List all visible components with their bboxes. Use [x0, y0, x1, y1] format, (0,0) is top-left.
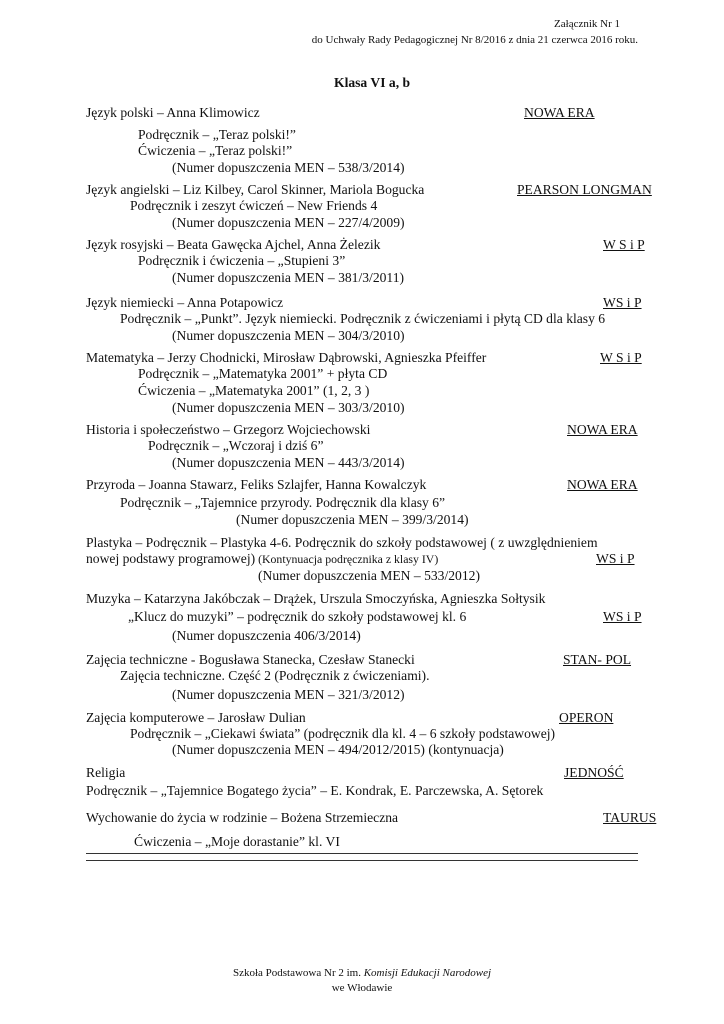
muzyka-podrecznik: „Klucz do muzyki” – podręcznik do szkoły podstawowej kl. 6 — [128, 609, 467, 624]
historia-podrecznik: Podręcznik – „Wczoraj i dziś 6” — [148, 438, 324, 453]
techniczne-numer: (Numer dopuszczenia MEN – 321/3/2012) — [172, 687, 405, 702]
publisher-polski: NOWA ERA — [524, 105, 595, 120]
plastyka-kontynuacja: (Kontynuacja podręcznika z klasy IV) — [255, 552, 439, 566]
subject-komputerowe: Zajęcia komputerowe – Jarosław Dulian — [86, 710, 306, 725]
wychowanie-cwiczenia: Ćwiczenia – „Moje dorastanie” kl. VI — [134, 834, 340, 849]
subject-plastyka: Plastyka – Podręcznik – Plastyka 4-6. Podręcznik do szkoły podstawowej ( z uwzględnieniem — [86, 535, 598, 550]
polski-podrecznik: Podręcznik – „Teraz polski!” — [138, 127, 296, 142]
historia-numer: (Numer dopuszczenia MEN – 443/3/2014) — [172, 455, 405, 470]
przyroda-numer: (Numer dopuszczenia MEN – 399/3/2014) — [236, 512, 469, 527]
publisher-przyroda: NOWA ERA — [567, 477, 638, 492]
matematyka-podrecznik: Podręcznik – „Matematyka 2001” + płyta CD — [138, 366, 388, 381]
publisher-niemiecki: WS i P — [603, 295, 642, 310]
publisher-techniczne: STAN- POL — [563, 652, 632, 667]
przyroda-podrecznik: Podręcznik – „Tajemnice przyrody. Podręcznik dla klasy 6” — [120, 495, 446, 510]
niemiecki-podrecznik: Podręcznik – „Punkt”. Język niemiecki. Podręcznik z ćwiczeniami i płytą CD dla klasy 6 — [120, 311, 606, 326]
publisher-religia: JEDNOŚĆ — [564, 765, 624, 780]
page-title: Klasa VI a, b — [334, 75, 411, 90]
komputerowe-numer: (Numer dopuszczenia MEN – 494/2012/2015) (kontynuacja) — [172, 742, 504, 757]
publisher-angielski: PEARSON LONGMAN — [517, 182, 652, 197]
muzyka-numer: (Numer dopuszczenia 406/3/2014) — [172, 628, 361, 643]
publisher-wychowanie: TAURUS — [603, 810, 657, 825]
subject-historia: Historia i społeczeństwo – Grzegorz Wojciechowski — [86, 422, 371, 437]
matematyka-cwiczenia: Ćwiczenia – „Matematyka 2001” (1, 2, 3 ) — [138, 383, 370, 398]
plastyka-line2 — [86, 550, 438, 568]
subject-rosyjski: Język rosyjski – Beata Gawęcka Ajchel, Anna Żelezik — [86, 237, 381, 252]
polski-cwiczenia: Ćwiczenia – „Teraz polski!” — [138, 143, 293, 158]
publisher-historia: NOWA ERA — [567, 422, 638, 437]
publisher-matematyka: W S i P — [600, 350, 642, 365]
publisher-muzyka: WS i P — [603, 609, 642, 624]
footer-city: we Włodawie — [331, 982, 393, 994]
subject-przyroda: Przyroda – Joanna Stawarz, Feliks Szlajfer, Hanna Kowalczyk — [86, 477, 427, 492]
plastyka-numer: (Numer dopuszczenia MEN – 533/2012) — [258, 568, 480, 583]
rosyjski-podrecznik: Podręcznik i ćwiczenia – „Stupieni 3” — [138, 253, 346, 268]
subject-polski: Język polski – Anna Klimowicz — [86, 105, 260, 120]
resolution-reference: do Uchwały Rady Pedagogicznej Nr 8/2016 z dnia 21 czerwca 2016 roku. — [311, 34, 638, 46]
subject-muzyka: Muzyka – Katarzyna Jakóbczak – Drążek, Urszula Smoczyńska, Agnieszka Sołtysik — [86, 591, 546, 606]
angielski-numer: (Numer dopuszczenia MEN – 227/4/2009) — [172, 215, 405, 230]
footer-school — [0, 966, 724, 980]
subject-matematyka: Matematyka – Jerzy Chodnicki, Mirosław Dąbrowski, Agnieszka Pfeiffer — [86, 350, 487, 365]
attachment-number: Załącznik Nr 1 — [554, 18, 620, 30]
subject-angielski: Język angielski – Liz Kilbey, Carol Skinner, Mariola Bogucka — [86, 182, 425, 197]
subject-niemiecki: Język niemiecki – Anna Potapowicz — [86, 295, 284, 310]
publisher-plastyka: WS i P — [596, 551, 635, 566]
publisher-komputerowe: OPERON — [559, 710, 614, 725]
footer-school-name: Komisji Edukacji Narodowej — [363, 967, 492, 979]
angielski-podrecznik: Podręcznik i zeszyt ćwiczeń – New Friends 4 — [130, 198, 378, 213]
publisher-rosyjski: W S i P — [603, 237, 645, 252]
plastyka-podstawa: nowej podstawy programowej) — [86, 551, 256, 566]
komputerowe-podrecznik: Podręcznik – „Ciekawi świata” (podręcznik dla kl. 4 – 6 szkoły podstawowej) — [130, 726, 556, 741]
religia-podrecznik: Podręcznik – „Tajemnice Bogatego życia” – E. Kondrak, E. Parczewska, A. Sętorek — [86, 783, 544, 798]
double-separator-line — [86, 853, 638, 861]
matematyka-numer: (Numer dopuszczenia MEN – 303/3/2010) — [172, 400, 405, 415]
subject-religia: Religia — [86, 765, 126, 780]
footer-school-prefix: Szkoła Podstawowa Nr 2 im. — [232, 967, 364, 979]
subject-techniczne: Zajęcia techniczne - Bogusława Stanecka, Czesław Stanecki — [86, 652, 415, 667]
subject-wychowanie: Wychowanie do życia w rodzinie – Bożena Strzemieczna — [86, 810, 399, 825]
niemiecki-numer: (Numer dopuszczenia MEN – 304/3/2010) — [172, 328, 405, 343]
rosyjski-numer: (Numer dopuszczenia MEN – 381/3/2011) — [172, 270, 405, 285]
techniczne-podrecznik: Zajęcia techniczne. Część 2 (Podręcznik z ćwiczeniami). — [120, 668, 430, 683]
polski-numer: (Numer dopuszczenia MEN – 538/3/2014) — [172, 160, 405, 175]
